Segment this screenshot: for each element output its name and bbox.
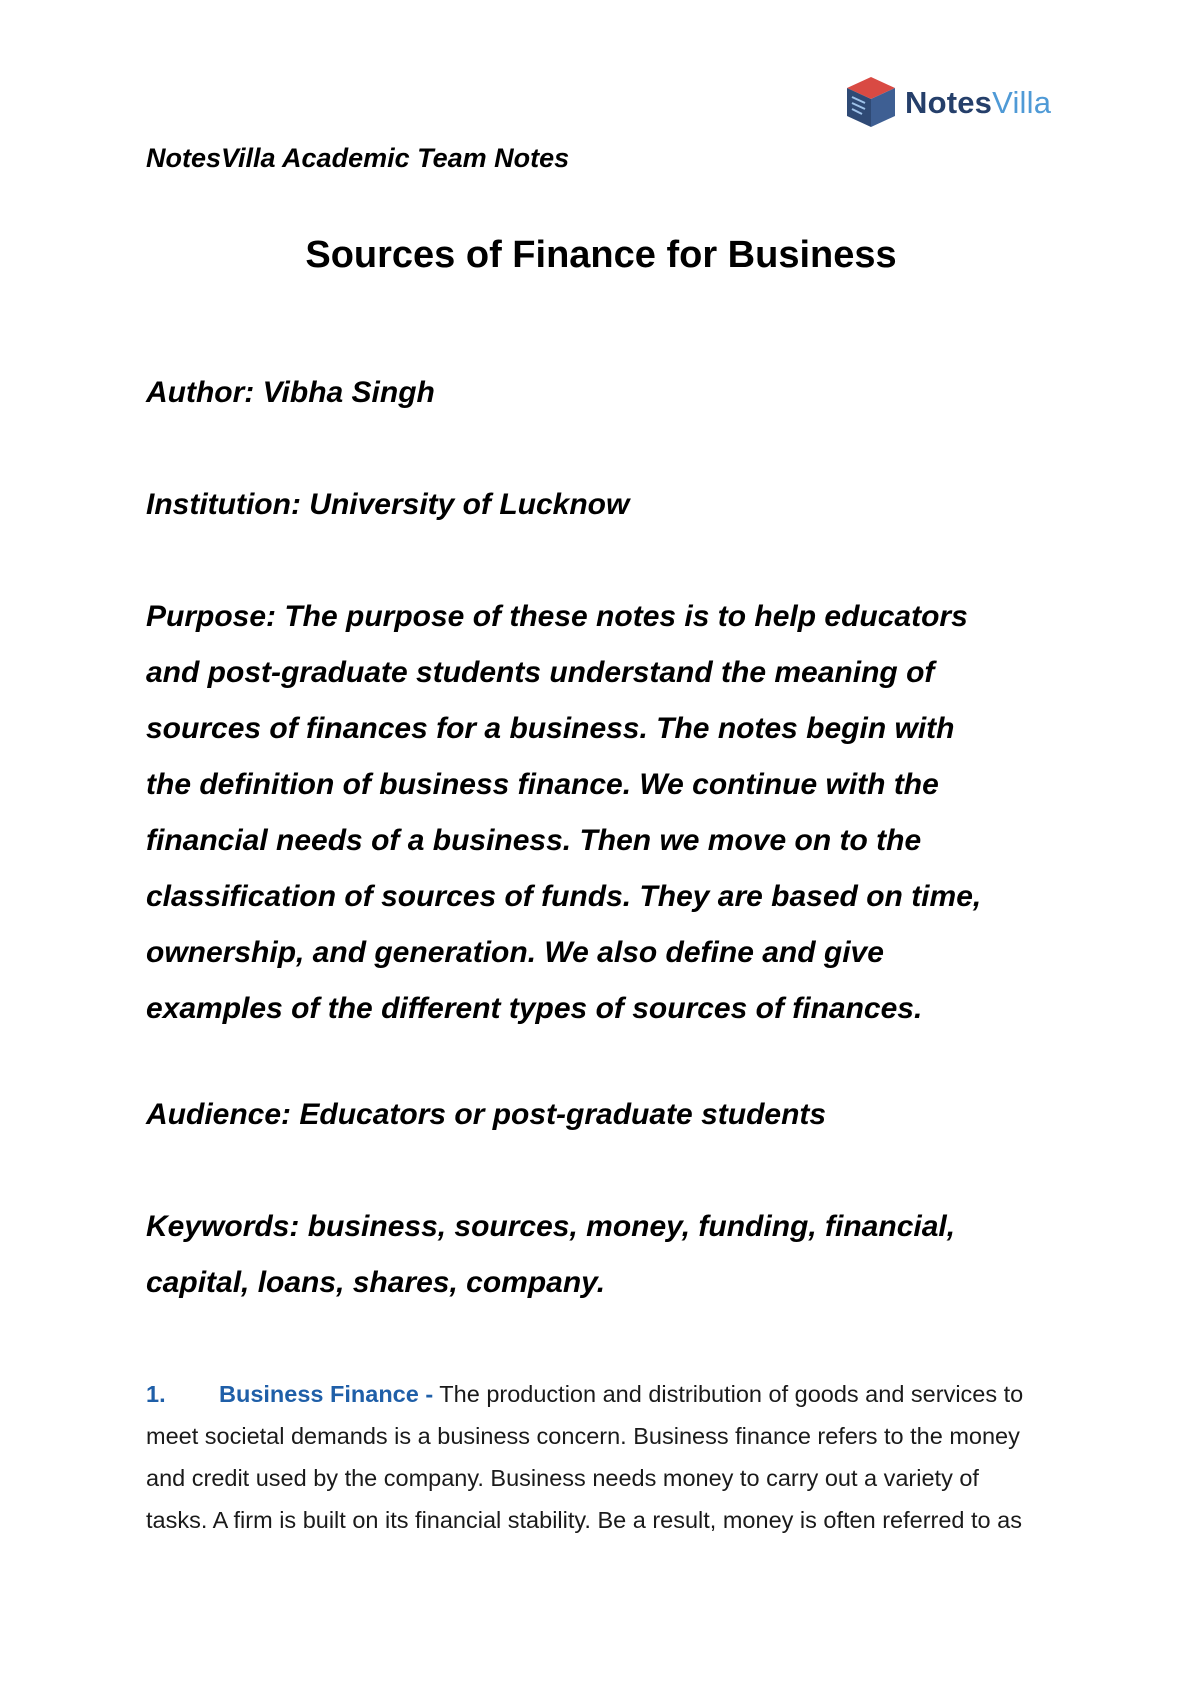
author-line bbox=[146, 365, 1056, 421]
institution-line bbox=[146, 477, 1056, 533]
notesvilla-cube-icon bbox=[843, 74, 899, 130]
logo-wordmark: NotesVilla bbox=[905, 84, 1052, 120]
purpose-paragraph bbox=[146, 589, 1056, 1037]
section-line: meet societal demands is a business concern. Business finance refers to the money bbox=[146, 1423, 1020, 1449]
document-title: Sources of Finance for Business bbox=[305, 234, 897, 276]
section-first-line bbox=[146, 1373, 1056, 1415]
purpose-line: sources of finances for a business. The notes begin with bbox=[146, 712, 955, 745]
purpose-line: classification of sources of funds. They are based on time, bbox=[146, 880, 982, 913]
purpose-line: Purpose: The purpose of these notes is to help educators bbox=[146, 600, 968, 633]
team-notes-label: NotesVilla Academic Team Notes bbox=[146, 143, 570, 173]
purpose-line: and post-graduate students understand the meaning of bbox=[146, 656, 935, 689]
purpose-line: the definition of business finance. We continue with the bbox=[146, 768, 939, 801]
section-number: 1. bbox=[146, 1381, 166, 1407]
purpose-line: financial needs of a business. Then we move on to the bbox=[146, 824, 922, 857]
keywords-paragraph bbox=[146, 1199, 1056, 1311]
keywords-line: capital, loans, shares, company. bbox=[146, 1266, 606, 1299]
section-business-finance bbox=[146, 1373, 1056, 1541]
section-text: The production and distribution of goods and services to bbox=[433, 1381, 1024, 1407]
notesvilla-logo bbox=[843, 74, 1051, 130]
audience-text: Audience: Educators or post-graduate students bbox=[146, 1098, 827, 1131]
keywords-line: Keywords: business, sources, money, funding, financial, bbox=[146, 1210, 956, 1243]
author-text: Author: Vibha Singh bbox=[146, 376, 435, 409]
section-heading: Business Finance - bbox=[219, 1381, 434, 1407]
institution-text: Institution: University of Lucknow bbox=[146, 488, 630, 521]
section-line: tasks. A firm is built on its financial stability. Be a result, money is often referred to as bbox=[146, 1507, 1022, 1533]
purpose-line: examples of the different types of sources of finances. bbox=[146, 992, 923, 1025]
section-line: and credit used by the company. Business needs money to carry out a variety of bbox=[146, 1465, 979, 1491]
purpose-line: ownership, and generation. We also define and give bbox=[146, 936, 884, 969]
audience-line bbox=[146, 1087, 1056, 1143]
